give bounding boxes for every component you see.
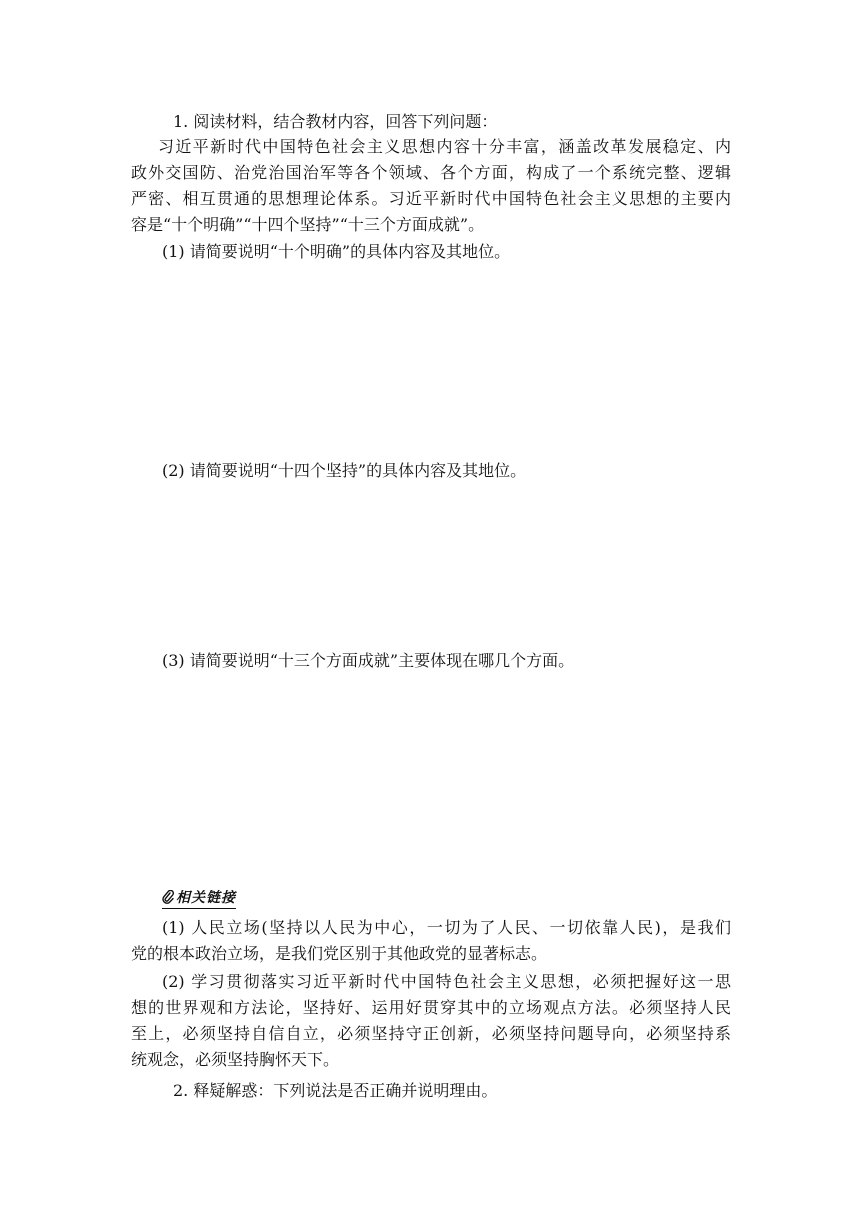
material-paragraph-line: 政外交国防、治党治国治军等各个领域、各个方面，构成了一个系统完整、逻辑: [131, 163, 731, 182]
material-paragraph-line: 习近平新时代中国特色社会主义思想内容十分丰富，涵盖改革发展稳定、内: [158, 137, 731, 156]
question-2-heading: 2. 释疑解惑：下列说法是否正确并说明理由。: [173, 1081, 498, 1100]
related-item-1-line: 党的根本政治立场，是我们党区别于其他政党的显著标志。: [131, 944, 548, 963]
related-links-title: [162, 889, 236, 909]
sub-question-1: (1) 请简要说明“十个明确”的具体内容及其地位。: [162, 242, 511, 261]
paperclip-icon: [162, 890, 174, 904]
material-paragraph-line: 容是“十个明确”“十四个坚持”“十三个方面成就”。: [131, 215, 485, 234]
material-paragraph-line: 严密、相互贯通的思想理论体系。习近平新时代中国特色社会主义思想的主要内: [131, 189, 731, 208]
related-links-label: 相关链接: [176, 890, 236, 906]
sub-question-3: (3) 请简要说明“十三个方面成就”主要体现在哪几个方面。: [162, 651, 575, 670]
related-item-2-line: 想的世界观和方法论，坚持好、运用好贯穿其中的立场观点方法。必须坚持人民: [131, 998, 731, 1017]
related-item-1-line: (1) 人民立场(坚持以人民为中心，一切为了人民、一切依靠人民)，是我们: [162, 918, 731, 937]
related-item-2-line: 统观念，必须坚持胸怀天下。: [131, 1050, 340, 1069]
related-item-2-line: 至上，必须坚持自信自立，必须坚持守正创新，必须坚持问题导向，必须坚持系: [131, 1024, 731, 1043]
sub-question-2: (2) 请简要说明“十四个坚持”的具体内容及其地位。: [162, 461, 527, 480]
question-1-heading: 1. 阅读材料，结合教材内容，回答下列问题：: [173, 112, 498, 131]
related-item-2-line: (2) 学习贯彻落实习近平新时代中国特色社会主义思想，必须把握好这一思: [162, 972, 731, 991]
